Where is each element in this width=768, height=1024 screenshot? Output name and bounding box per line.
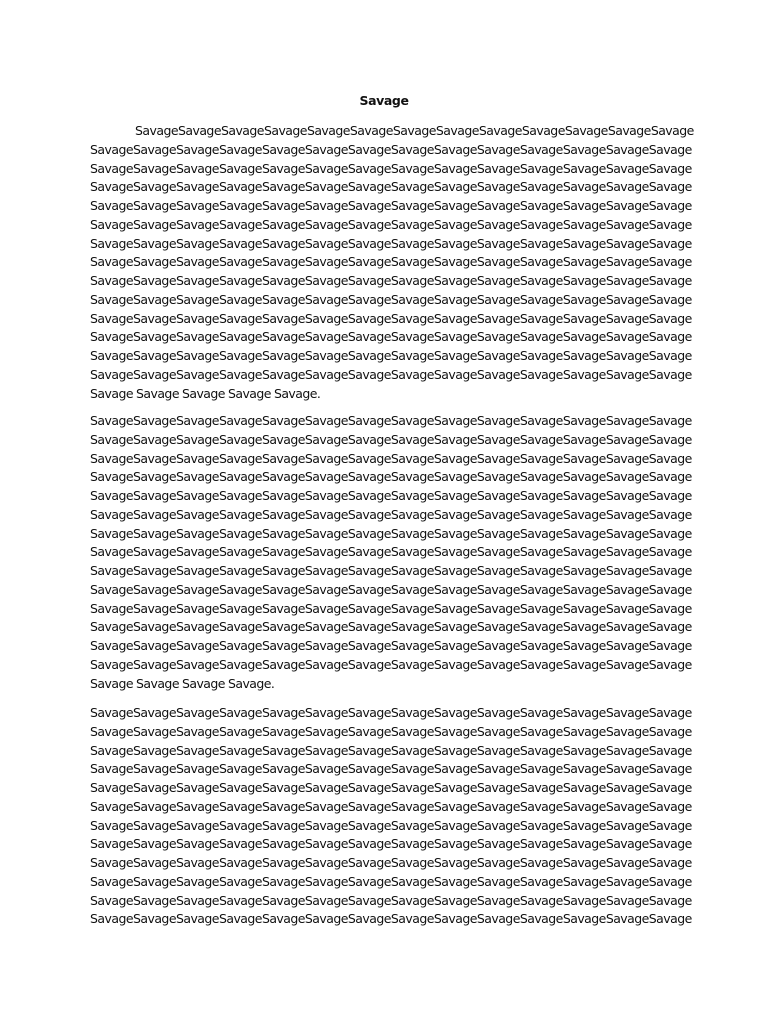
text-line: Savage Savage Savage Savage Savage Savage Savage Savage Savage Savage Savage Savage Savage Savage — [90, 705, 692, 720]
text-line: Savage Savage Savage Savage Savage Savage Savage Savage Savage Savage Savage Savage Savage Savage — [90, 506, 692, 522]
text-line: Savage Savage Savage Savage. — [90, 675, 275, 691]
text-line: Savage Savage Savage Savage Savage Savage Savage Savage Savage Savage Savage Savage Savage Savage — [90, 235, 692, 251]
text-line: Savage Savage Savage Savage Savage Savage Savage Savage Savage Savage Savage Savage Savage Savage — [90, 179, 692, 195]
text-line: Savage Savage Savage Savage Savage Savage Savage Savage Savage Savage Savage Savage Savage Savage — [90, 638, 692, 653]
text-line: Savage Savage Savage Savage Savage Savage Savage Savage Savage Savage Savage Savage Savage Savage — [90, 216, 692, 232]
text-line: Savage Savage Savage Savage Savage Savage Savage Savage Savage Savage Savage Savage Savage Savage — [90, 488, 692, 503]
text-line: Savage Savage Savage Savage Savage Savage Savage Savage Savage Savage Savage Savage Savage Savage — [90, 761, 692, 777]
text-line: Savage Savage Savage Savage Savage Savage Savage Savage Savage Savage Savage Savage Savage Savage — [90, 723, 692, 739]
text-line: Savage Savage Savage Savage Savage Savage Savage Savage Savage Savage Savage Savage Savage Savage — [90, 310, 692, 326]
text-line: Savage Savage Savage Savage Savage Savage Savage Savage Savage Savage Savage Savage Savage Savage — [90, 911, 692, 927]
text-line: Savage Savage Savage Savage Savage Savage Savage Savage Savage Savage Savage Savage Savage Savage — [90, 817, 692, 833]
text-line: Savage Savage Savage Savage Savage Savage Savage Savage Savage Savage Savage Savage Savage Savage — [90, 160, 692, 176]
document-title: Savage — [359, 93, 409, 108]
text-line: Savage Savage Savage Savage Savage Savage Savage Savage Savage Savage Savage Savage Savage Savage — [90, 600, 692, 616]
text-line: Savage Savage Savage Savage Savage Savage Savage Savage Savage Savage Savage Savage Savage Savage — [90, 836, 692, 852]
text-line: Savage Savage Savage Savage Savage Savage Savage Savage Savage Savage Savage Savage Savage Savage — [90, 273, 692, 288]
text-line: Savage Savage Savage Savage Savage Savage Savage Savage Savage Savage Savage Savage Savage Savage — [90, 742, 692, 758]
text-line: Savage Savage Savage Savage Savage Savage Savage Savage Savage Savage Savage Savage Savage Savage — [90, 780, 692, 795]
text-line: Savage Savage Savage Savage Savage Savage Savage Savage Savage Savage Savage Savage Savage Savage — [90, 198, 692, 213]
paragraph-2 — [90, 412, 692, 693]
text-line: Savage Savage Savage Savage Savage Savage Savage Savage Savage Savage Savage Savage Savage Savage — [90, 291, 692, 307]
text-line: Savage Savage Savage Savage Savage Savage Savage Savage Savage Savage Savage Savage Savage Savage — [90, 563, 692, 578]
text-line: Savage Savage Savage Savage Savage Savage Savage Savage Savage Savage Savage Savage Savage Savage — [90, 656, 692, 672]
text-line: Savage Savage Savage Savage Savage Savage Savage Savage Savage Savage Savage Savage Savage Savage — [90, 450, 692, 466]
text-line: Savage Savage Savage Savage Savage Savage Savage Savage Savage Savage Savage Savage Savage Savage — [90, 798, 692, 814]
text-line: Savage Savage Savage Savage Savage Savage Savage Savage Savage Savage Savage Savage Savage Savage — [90, 855, 692, 870]
text-line: Savage Savage Savage Savage Savage. — [90, 385, 321, 401]
paragraph-1 — [90, 122, 694, 403]
text-line: Savage Savage Savage Savage Savage Savage Savage Savage Savage Savage Savage Savage Savage Savage — [90, 431, 692, 447]
text-line: Savage Savage Savage Savage Savage Savage Savage Savage Savage Savage Savage Savage Savage Savage — [90, 544, 692, 560]
text-line: Savage Savage Savage Savage Savage Savage Savage Savage Savage Savage Savage Savage Savage Savage — [90, 892, 692, 908]
text-line: Savage Savage Savage Savage Savage Savage Savage Savage Savage Savage Savage Savage Savage Savage — [90, 366, 692, 382]
text-line: Savage Savage Savage Savage Savage Savage Savage Savage Savage Savage Savage Savage Savage Savage — [90, 581, 692, 597]
text-line: Savage Savage Savage Savage Savage Savage Savage Savage Savage Savage Savage Savage Savage Savage — [90, 413, 692, 428]
text-line: Savage Savage Savage Savage Savage Savage Savage Savage Savage Savage Savage Savage Savage — [135, 123, 694, 138]
text-line: Savage Savage Savage Savage Savage Savage Savage Savage Savage Savage Savage Savage Savage Savage — [90, 254, 692, 270]
text-line: Savage Savage Savage Savage Savage Savage Savage Savage Savage Savage Savage Savage Savage Savage — [90, 619, 692, 635]
text-line: Savage Savage Savage Savage Savage Savage Savage Savage Savage Savage Savage Savage Savage Savage — [90, 141, 692, 157]
text-line: Savage Savage Savage Savage Savage Savage Savage Savage Savage Savage Savage Savage Savage Savage — [90, 329, 692, 345]
text-line: Savage Savage Savage Savage Savage Savage Savage Savage Savage Savage Savage Savage Savage Savage — [90, 348, 692, 363]
text-line: Savage Savage Savage Savage Savage Savage Savage Savage Savage Savage Savage Savage Savage Savage — [90, 469, 692, 485]
paragraph-3 — [90, 704, 692, 929]
text-line: Savage Savage Savage Savage Savage Savage Savage Savage Savage Savage Savage Savage Savage Savage — [90, 525, 692, 541]
text-line: Savage Savage Savage Savage Savage Savage Savage Savage Savage Savage Savage Savage Savage Savage — [90, 873, 692, 889]
